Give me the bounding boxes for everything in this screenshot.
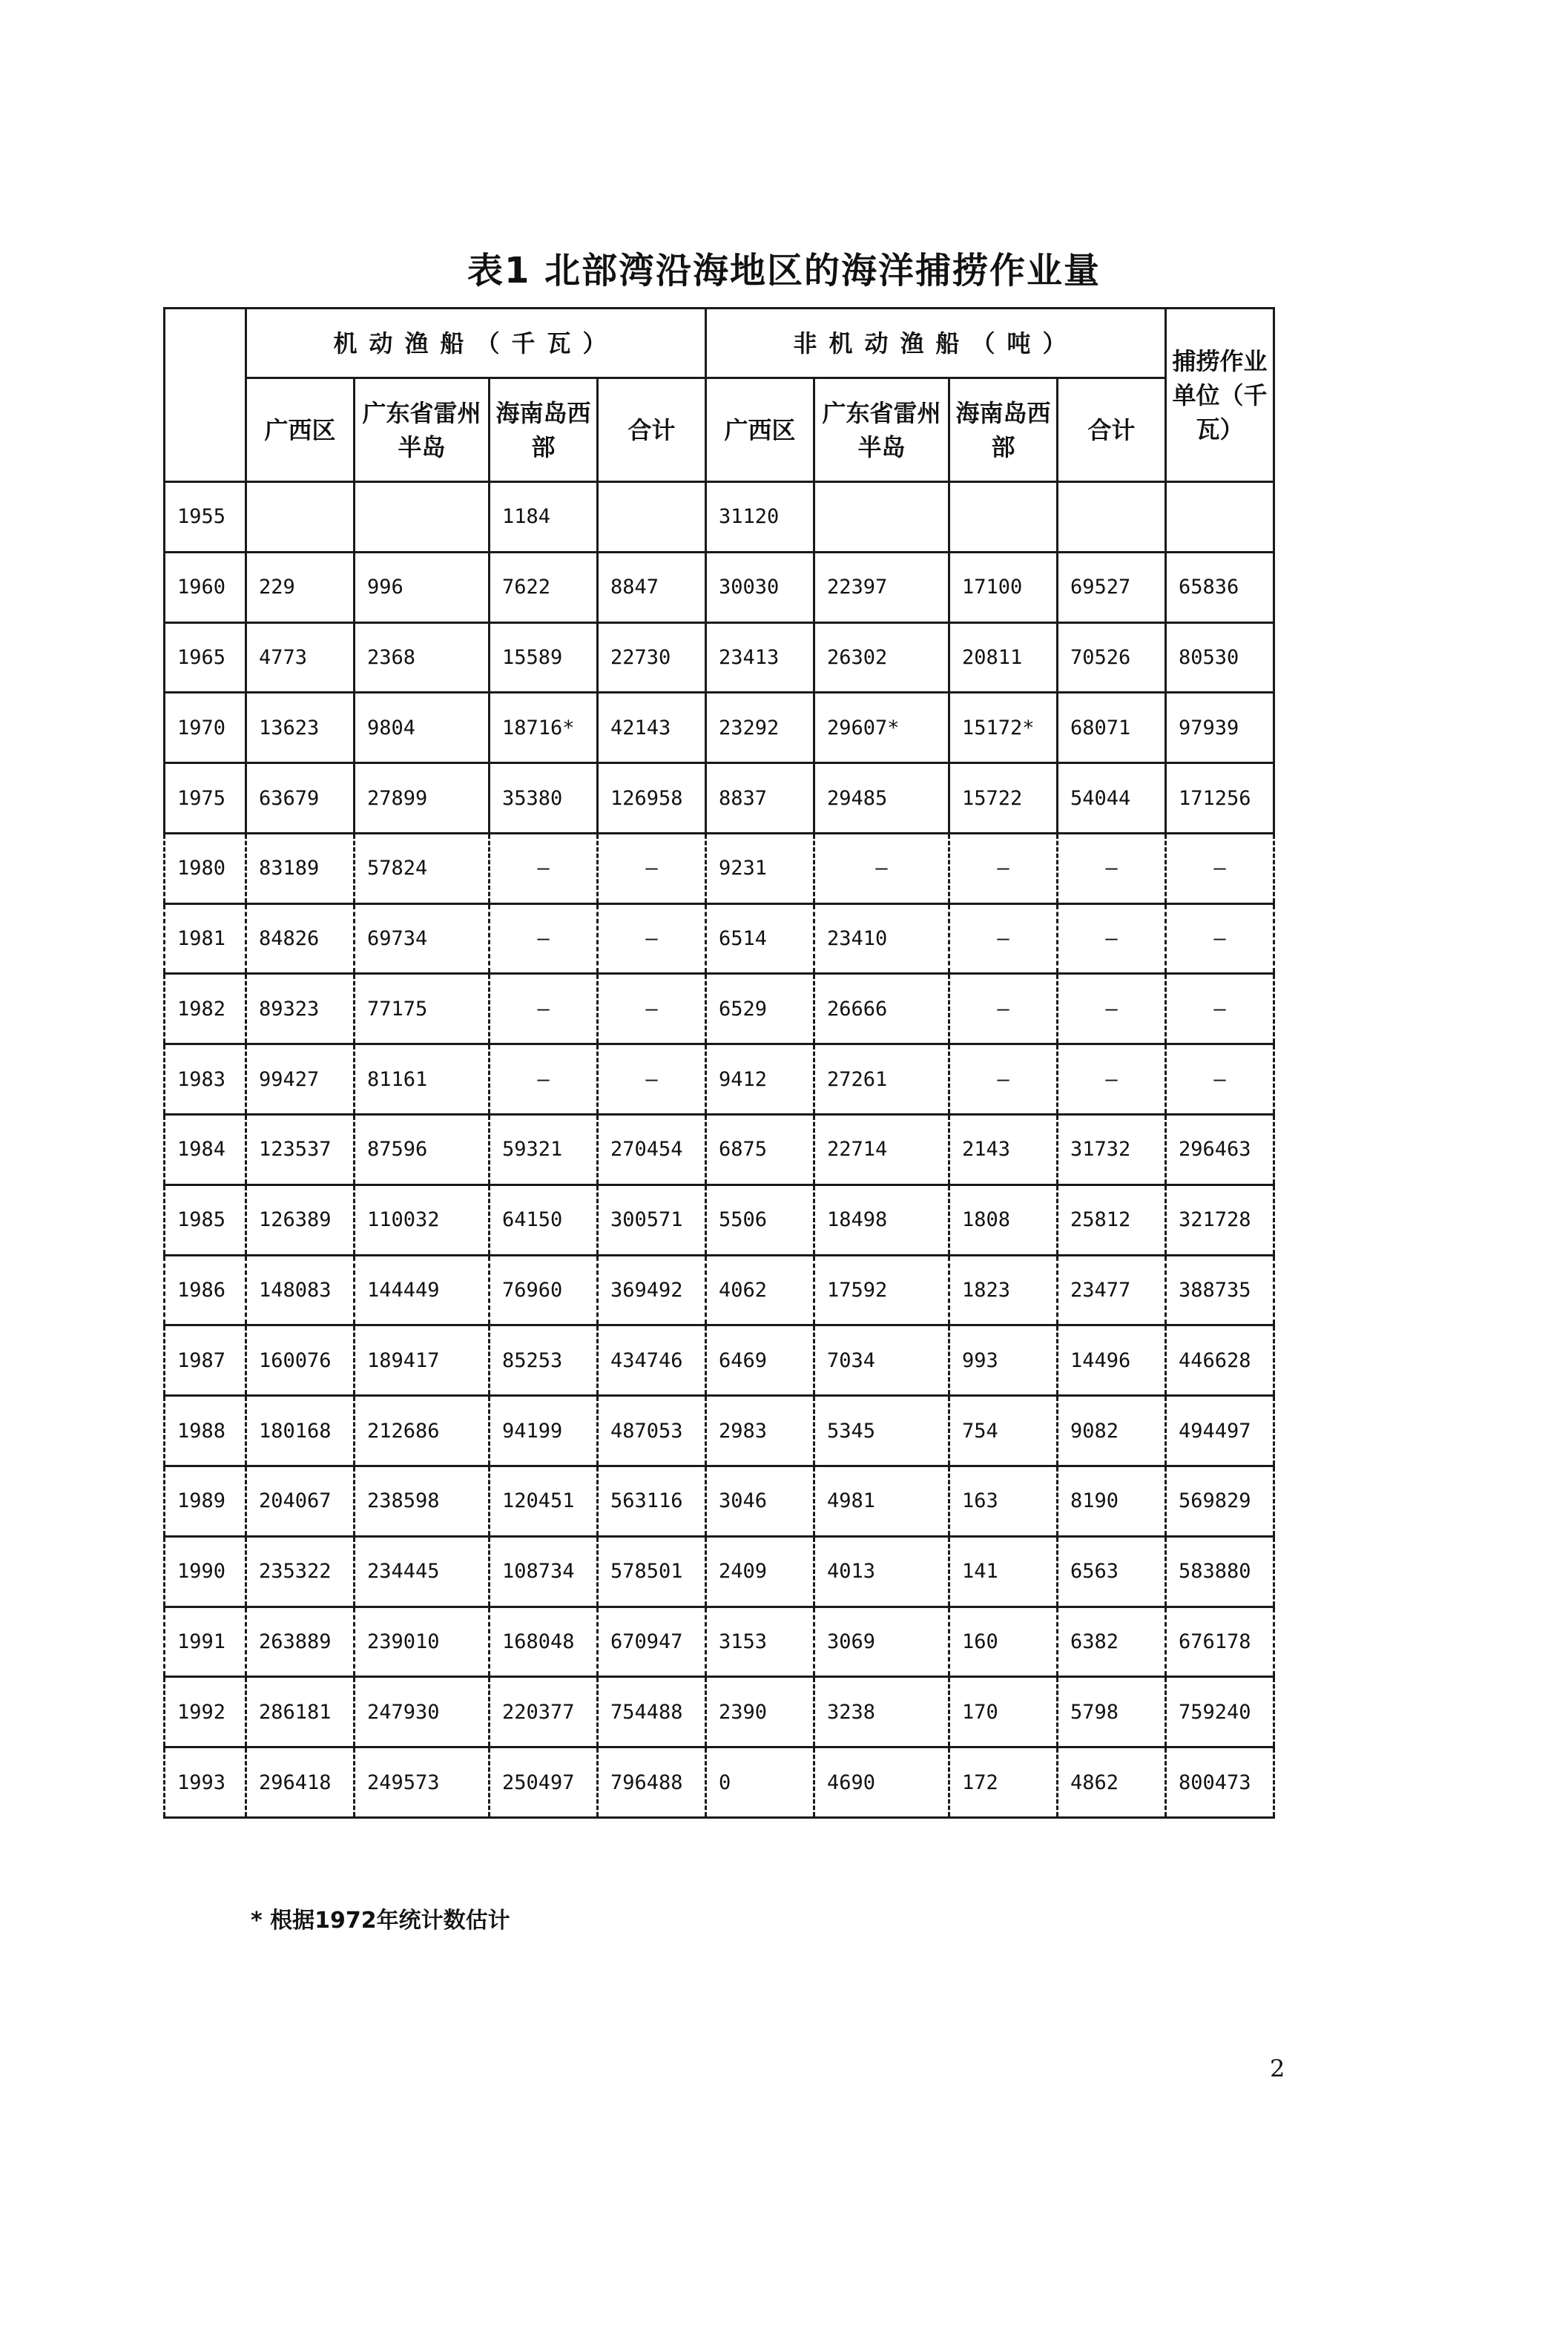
value-cell: 97939	[1166, 693, 1274, 763]
year-cell: 1988	[165, 1396, 246, 1466]
value-cell: —	[1058, 974, 1166, 1044]
value-cell: 578501	[598, 1536, 706, 1607]
value-cell: 42143	[598, 693, 706, 763]
value-cell: 69527	[1058, 552, 1166, 622]
value-cell: 321728	[1166, 1185, 1274, 1255]
value-cell: 84826	[246, 903, 355, 974]
value-cell: 3238	[814, 1677, 949, 1747]
value-cell: 70526	[1058, 622, 1166, 693]
value-cell: 7622	[490, 552, 598, 622]
value-cell	[814, 482, 949, 553]
year-cell: 1975	[165, 763, 246, 834]
table-row	[165, 1185, 1274, 1255]
value-cell: —	[1166, 833, 1274, 903]
value-cell: 17100	[949, 552, 1058, 622]
table-row	[165, 552, 1274, 622]
value-cell: —	[1058, 903, 1166, 974]
value-cell: 168048	[490, 1607, 598, 1677]
nonmotor-boats-header: 非机动渔船（吨）	[706, 309, 1166, 378]
year-cell: 1992	[165, 1677, 246, 1747]
value-cell: 5798	[1058, 1677, 1166, 1747]
value-cell: 2390	[706, 1677, 814, 1747]
value-cell: 239010	[355, 1607, 490, 1677]
fishing-table	[163, 307, 1275, 1819]
table-row	[165, 1747, 1274, 1818]
value-cell: 9082	[1058, 1396, 1166, 1466]
value-cell	[246, 482, 355, 553]
table-row	[165, 974, 1274, 1044]
year-cell: 1984	[165, 1115, 246, 1185]
sub-header: 广东省雷州半岛	[355, 378, 490, 482]
value-cell: 1184	[490, 482, 598, 553]
value-cell: 31120	[706, 482, 814, 553]
value-cell	[598, 482, 706, 553]
value-cell: 1823	[949, 1255, 1058, 1325]
value-cell: 64150	[490, 1185, 598, 1255]
value-cell: 270454	[598, 1115, 706, 1185]
value-cell: 144449	[355, 1255, 490, 1325]
value-cell: 57824	[355, 833, 490, 903]
value-cell: 300571	[598, 1185, 706, 1255]
value-cell: 220377	[490, 1677, 598, 1747]
year-cell: 1955	[165, 482, 246, 553]
value-cell: 27261	[814, 1044, 949, 1115]
value-cell: —	[598, 974, 706, 1044]
year-cell: 1983	[165, 1044, 246, 1115]
value-cell: 6514	[706, 903, 814, 974]
value-cell: 94199	[490, 1396, 598, 1466]
table-row	[165, 693, 1274, 763]
value-cell: 126958	[598, 763, 706, 834]
value-cell: 7034	[814, 1325, 949, 1396]
value-cell: 249573	[355, 1747, 490, 1818]
value-cell: 247930	[355, 1677, 490, 1747]
value-cell: 229	[246, 552, 355, 622]
value-cell: —	[1166, 903, 1274, 974]
value-cell: —	[490, 833, 598, 903]
value-cell: 171256	[1166, 763, 1274, 834]
value-cell: 5345	[814, 1396, 949, 1466]
sub-header: 海南岛西部	[490, 378, 598, 482]
value-cell: 0	[706, 1747, 814, 1818]
value-cell: 6469	[706, 1325, 814, 1396]
value-cell: 189417	[355, 1325, 490, 1396]
value-cell: 123537	[246, 1115, 355, 1185]
value-cell: 487053	[598, 1396, 706, 1466]
value-cell: —	[598, 833, 706, 903]
year-cell: 1986	[165, 1255, 246, 1325]
value-cell: 8190	[1058, 1466, 1166, 1536]
value-cell: 69734	[355, 903, 490, 974]
value-cell: 15589	[490, 622, 598, 693]
value-cell: 148083	[246, 1255, 355, 1325]
value-cell: —	[1166, 974, 1274, 1044]
value-cell: 9412	[706, 1044, 814, 1115]
value-cell: 3153	[706, 1607, 814, 1677]
value-cell: 996	[355, 552, 490, 622]
value-cell: 87596	[355, 1115, 490, 1185]
value-cell: 2368	[355, 622, 490, 693]
value-cell: 263889	[246, 1607, 355, 1677]
value-cell: 76960	[490, 1255, 598, 1325]
value-cell: 676178	[1166, 1607, 1274, 1677]
value-cell: 993	[949, 1325, 1058, 1396]
value-cell: 77175	[355, 974, 490, 1044]
value-cell: 89323	[246, 974, 355, 1044]
value-cell: —	[490, 1044, 598, 1115]
value-cell: 2409	[706, 1536, 814, 1607]
sub-header: 合计	[598, 378, 706, 482]
value-cell: 99427	[246, 1044, 355, 1115]
value-cell: 4862	[1058, 1747, 1166, 1818]
value-cell: 1808	[949, 1185, 1058, 1255]
value-cell: 4690	[814, 1747, 949, 1818]
value-cell: 31732	[1058, 1115, 1166, 1185]
year-cell: 1985	[165, 1185, 246, 1255]
value-cell: 65836	[1166, 552, 1274, 622]
value-cell: 20811	[949, 622, 1058, 693]
value-cell: 494497	[1166, 1396, 1274, 1466]
value-cell: —	[1166, 1044, 1274, 1115]
value-cell: 22397	[814, 552, 949, 622]
value-cell: 388735	[1166, 1255, 1274, 1325]
value-cell	[949, 482, 1058, 553]
value-cell: 754488	[598, 1677, 706, 1747]
table-row	[165, 1325, 1274, 1396]
value-cell: 13623	[246, 693, 355, 763]
value-cell: 80530	[1166, 622, 1274, 693]
value-cell: 583880	[1166, 1536, 1274, 1607]
value-cell: 160	[949, 1607, 1058, 1677]
value-cell: 180168	[246, 1396, 355, 1466]
value-cell: 141	[949, 1536, 1058, 1607]
value-cell: 27899	[355, 763, 490, 834]
value-cell: 5506	[706, 1185, 814, 1255]
value-cell: 446628	[1166, 1325, 1274, 1396]
value-cell: —	[949, 1044, 1058, 1115]
value-cell: 796488	[598, 1747, 706, 1818]
value-cell: 14496	[1058, 1325, 1166, 1396]
value-cell: 4062	[706, 1255, 814, 1325]
value-cell: 172	[949, 1747, 1058, 1818]
year-cell: 1987	[165, 1325, 246, 1396]
table-row	[165, 1536, 1274, 1607]
value-cell: 8837	[706, 763, 814, 834]
value-cell: 22714	[814, 1115, 949, 1185]
year-cell: 1960	[165, 552, 246, 622]
sub-header: 海南岛西部	[949, 378, 1058, 482]
value-cell: 29485	[814, 763, 949, 834]
value-cell: 2143	[949, 1115, 1058, 1185]
value-cell: 120451	[490, 1466, 598, 1536]
value-cell: 35380	[490, 763, 598, 834]
value-cell: 81161	[355, 1044, 490, 1115]
value-cell: 17592	[814, 1255, 949, 1325]
value-cell: 108734	[490, 1536, 598, 1607]
value-cell: 23292	[706, 693, 814, 763]
value-cell: 204067	[246, 1466, 355, 1536]
value-cell: 9231	[706, 833, 814, 903]
table-row	[165, 1466, 1274, 1536]
year-cell: 1982	[165, 974, 246, 1044]
value-cell: —	[949, 974, 1058, 1044]
value-cell: —	[598, 903, 706, 974]
value-cell: 759240	[1166, 1677, 1274, 1747]
value-cell: 238598	[355, 1466, 490, 1536]
table-row	[165, 622, 1274, 693]
value-cell: 369492	[598, 1255, 706, 1325]
value-cell: —	[490, 974, 598, 1044]
value-cell: 63679	[246, 763, 355, 834]
table-row	[165, 1115, 1274, 1185]
value-cell: 235322	[246, 1536, 355, 1607]
sub-header: 合计	[1058, 378, 1166, 482]
year-cell: 1970	[165, 693, 246, 763]
year-cell: 1981	[165, 903, 246, 974]
table-row	[165, 1255, 1274, 1325]
value-cell: 296463	[1166, 1115, 1274, 1185]
value-cell: 670947	[598, 1607, 706, 1677]
year-cell: 1990	[165, 1536, 246, 1607]
value-cell	[1166, 482, 1274, 553]
value-cell: 26302	[814, 622, 949, 693]
value-cell: —	[1058, 833, 1166, 903]
value-cell: 23477	[1058, 1255, 1166, 1325]
table-row	[165, 763, 1274, 834]
value-cell: 23410	[814, 903, 949, 974]
value-cell: 569829	[1166, 1466, 1274, 1536]
value-cell: —	[598, 1044, 706, 1115]
value-cell: 250497	[490, 1747, 598, 1818]
value-cell: 68071	[1058, 693, 1166, 763]
table-row	[165, 1677, 1274, 1747]
value-cell: 4013	[814, 1536, 949, 1607]
value-cell: 126389	[246, 1185, 355, 1255]
value-cell: —	[949, 903, 1058, 974]
value-cell: 83189	[246, 833, 355, 903]
value-cell: 23413	[706, 622, 814, 693]
value-cell: —	[1058, 1044, 1166, 1115]
value-cell: 25812	[1058, 1185, 1166, 1255]
total-unit-header: 捕捞作业单位（千瓦）	[1166, 309, 1274, 482]
value-cell: 800473	[1166, 1747, 1274, 1818]
value-cell: 18498	[814, 1185, 949, 1255]
year-header	[165, 309, 246, 482]
value-cell: 434746	[598, 1325, 706, 1396]
value-cell: 163	[949, 1466, 1058, 1536]
year-cell: 1965	[165, 622, 246, 693]
motor-boats-header: 机动渔船（千瓦）	[246, 309, 706, 378]
value-cell: 160076	[246, 1325, 355, 1396]
table-row	[165, 1044, 1274, 1115]
value-cell: 4981	[814, 1466, 949, 1536]
value-cell: 286181	[246, 1677, 355, 1747]
year-cell: 1993	[165, 1747, 246, 1818]
value-cell: 754	[949, 1396, 1058, 1466]
value-cell: 29607*	[814, 693, 949, 763]
value-cell	[1058, 482, 1166, 553]
table-row	[165, 1396, 1274, 1466]
value-cell: 15722	[949, 763, 1058, 834]
value-cell: 4773	[246, 622, 355, 693]
value-cell: 15172*	[949, 693, 1058, 763]
sub-header: 广东省雷州半岛	[814, 378, 949, 482]
value-cell: 563116	[598, 1466, 706, 1536]
value-cell: 22730	[598, 622, 706, 693]
table-row	[165, 833, 1274, 903]
value-cell: 6875	[706, 1115, 814, 1185]
value-cell: —	[949, 833, 1058, 903]
value-cell: 110032	[355, 1185, 490, 1255]
value-cell: 54044	[1058, 763, 1166, 834]
value-cell: 3069	[814, 1607, 949, 1677]
value-cell: 234445	[355, 1536, 490, 1607]
value-cell: 26666	[814, 974, 949, 1044]
value-cell: —	[490, 903, 598, 974]
sub-header: 广西区	[246, 378, 355, 482]
value-cell: 296418	[246, 1747, 355, 1818]
value-cell: 212686	[355, 1396, 490, 1466]
value-cell: 85253	[490, 1325, 598, 1396]
value-cell: 6529	[706, 974, 814, 1044]
value-cell: 3046	[706, 1466, 814, 1536]
year-cell: 1989	[165, 1466, 246, 1536]
table-title: 表1 北部湾沿海地区的海洋捕捞作业量	[467, 250, 1101, 291]
value-cell: —	[814, 833, 949, 903]
value-cell: 9804	[355, 693, 490, 763]
value-cell	[355, 482, 490, 553]
table-row	[165, 903, 1274, 974]
table-row	[165, 482, 1274, 553]
value-cell: 2983	[706, 1396, 814, 1466]
footnote: * 根据1972年统计数估计	[251, 1908, 510, 1934]
value-cell: 6563	[1058, 1536, 1166, 1607]
sub-header: 广西区	[706, 378, 814, 482]
year-cell: 1980	[165, 833, 246, 903]
value-cell: 59321	[490, 1115, 598, 1185]
value-cell: 8847	[598, 552, 706, 622]
page-number: 2	[1270, 2055, 1285, 2083]
value-cell: 18716*	[490, 693, 598, 763]
value-cell: 6382	[1058, 1607, 1166, 1677]
table-row	[165, 1607, 1274, 1677]
year-cell: 1991	[165, 1607, 246, 1677]
value-cell: 170	[949, 1677, 1058, 1747]
value-cell: 30030	[706, 552, 814, 622]
